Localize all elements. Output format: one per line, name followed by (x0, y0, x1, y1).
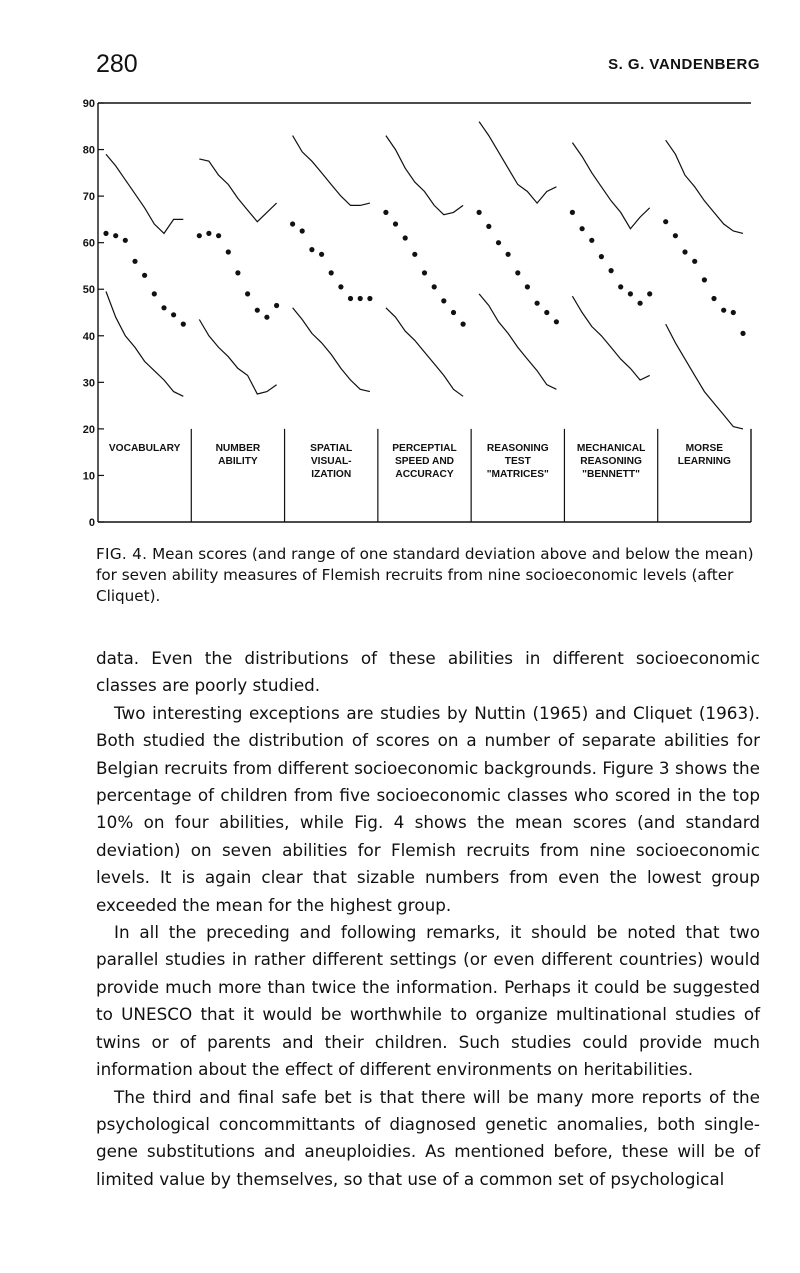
panel-label: TEST (504, 455, 531, 467)
mean-point (628, 291, 633, 296)
mean-point (599, 254, 604, 259)
mean-point (618, 284, 623, 289)
mean-point (216, 233, 221, 238)
caption-label: FIG. 4. (96, 545, 148, 563)
mean-point (638, 301, 643, 306)
lower-sd-line (386, 308, 463, 397)
mean-point (422, 270, 427, 275)
panel-label: REASONING (486, 442, 549, 454)
mean-point (152, 291, 157, 296)
upper-sd-line (572, 143, 649, 229)
mean-point (393, 221, 398, 226)
upper-sd-line (666, 140, 743, 233)
panel-label: VOCABULARY (108, 442, 181, 454)
upper-sd-line (386, 136, 463, 215)
lower-sd-line (199, 320, 276, 395)
mean-point (609, 268, 614, 273)
mean-point (711, 296, 716, 301)
y-tick-label: 80 (82, 144, 95, 157)
paragraph: Two interesting exceptions are studies by Nuttin (1965) and Cliquet (1963). Both studied the distribution of scores on a number of separate abilities for Belgian recruits from different socioeconomic backgrounds. Figure 3 shows the percentage of children from five socioeconomic classes who scored in the top 10% on four abilities, while Fig. 4 shows the mean scores (and standard deviation) on seven abilities for Flemish recruits from nine socioeconomic levels. It is again clear that sizable numbers from even the lowest group exceeded the mean for the highest group. (96, 702, 760, 915)
mean-point (432, 284, 437, 289)
mean-point (589, 238, 594, 243)
mean-point (477, 210, 482, 215)
mean-point (441, 298, 446, 303)
mean-point (132, 259, 137, 264)
page-number: 280 (96, 50, 138, 78)
mean-point (673, 233, 678, 238)
y-tick-label: 90 (82, 98, 95, 110)
mean-point (181, 322, 186, 327)
upper-sd-line (479, 122, 556, 204)
mean-point (309, 247, 314, 252)
mean-point (264, 315, 269, 320)
y-tick-label: 10 (82, 470, 95, 483)
panel-label: REASONING (580, 455, 642, 467)
mean-point (580, 226, 585, 231)
mean-point (486, 224, 491, 229)
panel-label: ACCURACY (395, 468, 454, 480)
lower-sd-line (106, 292, 183, 397)
mean-point (255, 308, 260, 313)
mean-point (682, 249, 687, 254)
panel-label: ABILITY (218, 455, 258, 467)
mean-point (506, 252, 511, 257)
mean-point (161, 305, 166, 310)
panel-label: SPATIAL (310, 442, 353, 454)
mean-point (235, 270, 240, 275)
mean-point (554, 319, 559, 324)
mean-point (647, 291, 652, 296)
mean-point (206, 231, 211, 236)
mean-point (535, 301, 540, 306)
lower-sd-line (572, 296, 649, 380)
lower-sd-line (666, 324, 743, 429)
mean-point (113, 233, 118, 238)
figure-4-chart (40, 92, 760, 532)
mean-point (226, 249, 231, 254)
upper-sd-line (106, 154, 183, 233)
mean-point (731, 310, 736, 315)
panel-label: VISUAL- (310, 455, 352, 467)
mean-point (300, 228, 305, 233)
mean-point (171, 312, 176, 317)
paragraph: The third and final safe bet is that there will be many more reports of the psychological concommittants of diagnosed genetic anomalies, both single-gene substitutions and aneuploidies. As mentioned before, these will be of limited value by themselves, so that use of a common set of psychological (96, 1086, 760, 1189)
panel-label: MORSE (685, 442, 724, 454)
mean-point (245, 291, 250, 296)
lower-sd-line (293, 308, 370, 392)
mean-point (338, 284, 343, 289)
y-tick-label: 50 (82, 284, 95, 297)
panel-label: IZATION (311, 468, 352, 480)
mean-point (496, 240, 501, 245)
panel-label: PERCEPTIAL (392, 442, 457, 454)
mean-point (740, 331, 745, 336)
mean-point (123, 238, 128, 243)
mean-point (319, 252, 324, 257)
panel-label: "BENNETT" (582, 468, 640, 480)
mean-point (412, 252, 417, 257)
panel-label: NUMBER (215, 442, 261, 454)
mean-point (515, 270, 520, 275)
y-tick-label: 60 (82, 237, 95, 250)
mean-point (403, 235, 408, 240)
mean-point (692, 259, 697, 264)
mean-point (544, 310, 549, 315)
mean-point (290, 221, 295, 226)
mean-point (383, 210, 388, 215)
mean-point (329, 270, 334, 275)
panel-label: MECHANICAL (576, 442, 646, 454)
mean-point (367, 296, 372, 301)
mean-point (274, 303, 279, 308)
upper-sd-line (293, 136, 370, 206)
mean-point (348, 296, 353, 301)
mean-point (197, 233, 202, 238)
mean-point (663, 219, 668, 224)
mean-point (525, 284, 530, 289)
body-text (96, 645, 760, 1193)
panel-label: SPEED AND (394, 455, 455, 467)
mean-point (461, 322, 466, 327)
paragraph: data. Even the distributions of these abilities in different socioeconomic classes are poorly studied. (96, 648, 760, 696)
y-tick-label: 70 (82, 191, 95, 204)
y-tick-label: 0 (88, 517, 95, 529)
y-tick-label: 40 (82, 330, 95, 343)
running-head (96, 50, 760, 80)
mean-point (721, 308, 726, 313)
y-tick-label: 30 (82, 377, 95, 390)
upper-sd-line (199, 159, 276, 222)
paragraph: In all the preceding and following remarks, it should be noted that two parallel studies in rather different settings (or even different countries) would provide much more than twice the information. Perhaps it could be suggested to UNESCO that it would be worthwhile to organize multinational studies of twins or of parents and their children. Such studies could provide much information about the effect of different environments on heritabilities. (96, 922, 760, 1080)
figure-caption (96, 544, 760, 607)
mean-point (103, 231, 108, 236)
panel-label: "MATRICES" (486, 468, 549, 480)
mean-point (451, 310, 456, 315)
mean-point (358, 296, 363, 301)
mean-point (702, 277, 707, 282)
mean-point (142, 273, 147, 278)
panel-label: LEARNING (677, 455, 731, 467)
lower-sd-line (479, 294, 556, 389)
running-author: S. G. VANDENBERG (608, 56, 760, 73)
y-tick-label: 20 (82, 423, 95, 436)
caption-text: Mean scores (and range of one standard deviation above and below the mean) for seven ability measures of Flemish recruits from nine socioeconomic levels (after Cliquet). (96, 545, 754, 605)
mean-point (570, 210, 575, 215)
